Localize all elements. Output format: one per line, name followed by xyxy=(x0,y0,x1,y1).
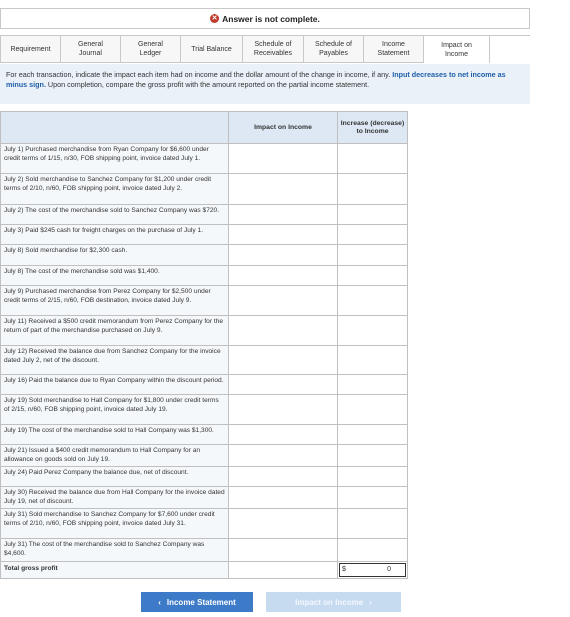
tab-trial-balance[interactable]: Trial Balance xyxy=(180,36,243,63)
amount-input[interactable] xyxy=(338,375,408,395)
tab-bar xyxy=(0,35,530,63)
impact-select[interactable] xyxy=(229,266,338,286)
amount-input[interactable] xyxy=(338,467,408,487)
impact-select[interactable] xyxy=(229,286,338,316)
tab-schedule-of-receivables[interactable]: Schedule of Receivables xyxy=(242,36,304,63)
transaction-description: July 11) Received a $500 credit memorandum from Perez Company for the return of part of the merchandise purchased on July 9. xyxy=(1,316,229,346)
table-row xyxy=(1,144,408,174)
impact-select[interactable] xyxy=(229,509,338,539)
table-row xyxy=(1,286,408,316)
table-row xyxy=(1,467,408,487)
transaction-description: July 3) Paid $245 cash for freight charges on the purchase of July 1. xyxy=(1,225,229,245)
amount-input[interactable] xyxy=(338,395,408,425)
amount-input[interactable] xyxy=(338,539,408,561)
transaction-description: July 12) Received the balance due from Sanchez Company for the invoice dated July 2, net of the discount. xyxy=(1,346,229,375)
amount-input[interactable] xyxy=(338,205,408,225)
instructions-text-2: Upon completion, compare the gross profit with the amount reported on the partial income statement. xyxy=(45,80,370,89)
transaction-description: July 9) Purchased merchandise from Perez Company for $2,500 under credit terms of 2/15, n/60, FOB destination, invoice dated July 9. xyxy=(1,286,229,316)
instructions xyxy=(0,64,530,104)
transaction-description: July 8) Sold merchandise for $2,300 cash. xyxy=(1,245,229,266)
transaction-description: July 8) The cost of the merchandise sold was $1,400. xyxy=(1,266,229,286)
amount-input[interactable] xyxy=(338,266,408,286)
impact-select[interactable] xyxy=(229,346,338,375)
impact-select[interactable] xyxy=(229,445,338,467)
impact-select[interactable] xyxy=(229,395,338,425)
table-row xyxy=(1,346,408,375)
impact-select[interactable] xyxy=(229,316,338,346)
header-blank xyxy=(1,112,229,144)
transaction-description: July 19) Sold merchandise to Hall Company for $1,800 under credit terms of 2/15, n/60, FOB shipping point, invoice dated July 19. xyxy=(1,395,229,425)
table-row xyxy=(1,425,408,445)
status-banner xyxy=(0,8,530,29)
table-row xyxy=(1,509,408,539)
impact-select[interactable] xyxy=(229,205,338,225)
total-label: Total gross profit xyxy=(1,561,229,578)
next-button[interactable] xyxy=(266,592,401,612)
table-row xyxy=(1,395,408,425)
error-icon: ✕ xyxy=(211,15,218,22)
amount-input[interactable] xyxy=(338,174,408,205)
tab-general-journal[interactable]: General Journal xyxy=(60,36,121,63)
amount-input[interactable] xyxy=(338,225,408,245)
transaction-description: July 30) Received the balance due from Hall Company for the invoice dated July 19, net of discount. xyxy=(1,487,229,509)
instructions-text: For each transaction, indicate the impact each item had on income and the dollar amount of the change in income, if any. xyxy=(6,70,391,79)
prev-button-label: Income Statement xyxy=(166,597,236,607)
impact-select[interactable] xyxy=(229,174,338,205)
total-value: 0 xyxy=(387,565,391,573)
status-text: Answer is not complete. xyxy=(222,13,320,24)
impact-select[interactable] xyxy=(229,245,338,266)
chevron-right-icon: › xyxy=(369,597,372,607)
transaction-description: July 1) Purchased merchandise from Ryan Company for $6,600 under credit terms of 1/15, n/30, FOB shipping point, invoice dated July 1. xyxy=(1,144,229,174)
table-row xyxy=(1,245,408,266)
transaction-description: July 31) The cost of the merchandise sold to Sanchez Company was $4,600. xyxy=(1,539,229,561)
table-row xyxy=(1,539,408,561)
transaction-description: July 31) Sold merchandise to Sanchez Company for $7,600 under credit terms of 2/10, n/60, FOB shipping point, invoice dated July 31. xyxy=(1,509,229,539)
impact-select[interactable] xyxy=(229,467,338,487)
tab-impact-on-income[interactable]: Impact on Income xyxy=(423,36,490,63)
transaction-description: July 19) The cost of the merchandise sold to Hall Company was $1,300. xyxy=(1,425,229,445)
amount-input[interactable] xyxy=(338,487,408,509)
tab-schedule-of-payables[interactable]: Schedule of Payables xyxy=(303,36,364,63)
amount-input[interactable] xyxy=(338,445,408,467)
amount-input[interactable] xyxy=(338,286,408,316)
impact-select[interactable] xyxy=(229,144,338,174)
impact-select[interactable] xyxy=(229,225,338,245)
total-row xyxy=(1,561,408,578)
transaction-description: July 24) Paid Perez Company the balance due, net of discount. xyxy=(1,467,229,487)
instructions-emphasis: Input decreases to net income as minus sign. xyxy=(6,70,506,89)
table-row xyxy=(1,487,408,509)
impact-table xyxy=(0,111,408,579)
impact-select[interactable] xyxy=(229,539,338,561)
tab-requirement[interactable]: Requirement xyxy=(0,36,61,63)
amount-input[interactable] xyxy=(338,425,408,445)
table-row xyxy=(1,316,408,346)
chevron-left-icon: ‹ xyxy=(158,597,161,607)
amount-input[interactable] xyxy=(338,316,408,346)
total-impact-cell xyxy=(229,561,338,578)
table-row xyxy=(1,225,408,245)
tab-general-ledger[interactable]: General Ledger xyxy=(120,36,181,63)
impact-select[interactable] xyxy=(229,375,338,395)
impact-select[interactable] xyxy=(229,425,338,445)
transaction-description: July 2) The cost of the merchandise sold to Sanchez Company was $720. xyxy=(1,205,229,225)
table-row xyxy=(1,174,408,205)
table-row xyxy=(1,266,408,286)
amount-input[interactable] xyxy=(338,245,408,266)
amount-input[interactable] xyxy=(338,144,408,174)
prev-button[interactable] xyxy=(141,592,253,612)
amount-input[interactable] xyxy=(338,346,408,375)
amount-input[interactable] xyxy=(338,509,408,539)
header-amount: Increase (decrease) to Income xyxy=(338,112,408,144)
currency-symbol: $ xyxy=(342,565,346,573)
transaction-description: July 21) Issued a $400 credit memorandum to Hall Company for an allowance on goods sold on July 19. xyxy=(1,445,229,467)
table-row xyxy=(1,375,408,395)
table-row xyxy=(1,445,408,467)
transaction-description: July 2) Sold merchandise to Sanchez Company for $1,200 under credit terms of 2/10, n/60, FOB shipping point, invoice dated July 2. xyxy=(1,174,229,205)
impact-select[interactable] xyxy=(229,487,338,509)
table-row xyxy=(1,205,408,225)
total-amount-cell xyxy=(338,561,408,578)
tab-income-statement[interactable]: Income Statement xyxy=(363,36,424,63)
next-button-label: Impact on Income xyxy=(295,597,364,607)
header-impact: Impact on Income xyxy=(229,112,338,144)
transaction-description: July 16) Paid the balance due to Ryan Company within the discount period. xyxy=(1,375,229,395)
